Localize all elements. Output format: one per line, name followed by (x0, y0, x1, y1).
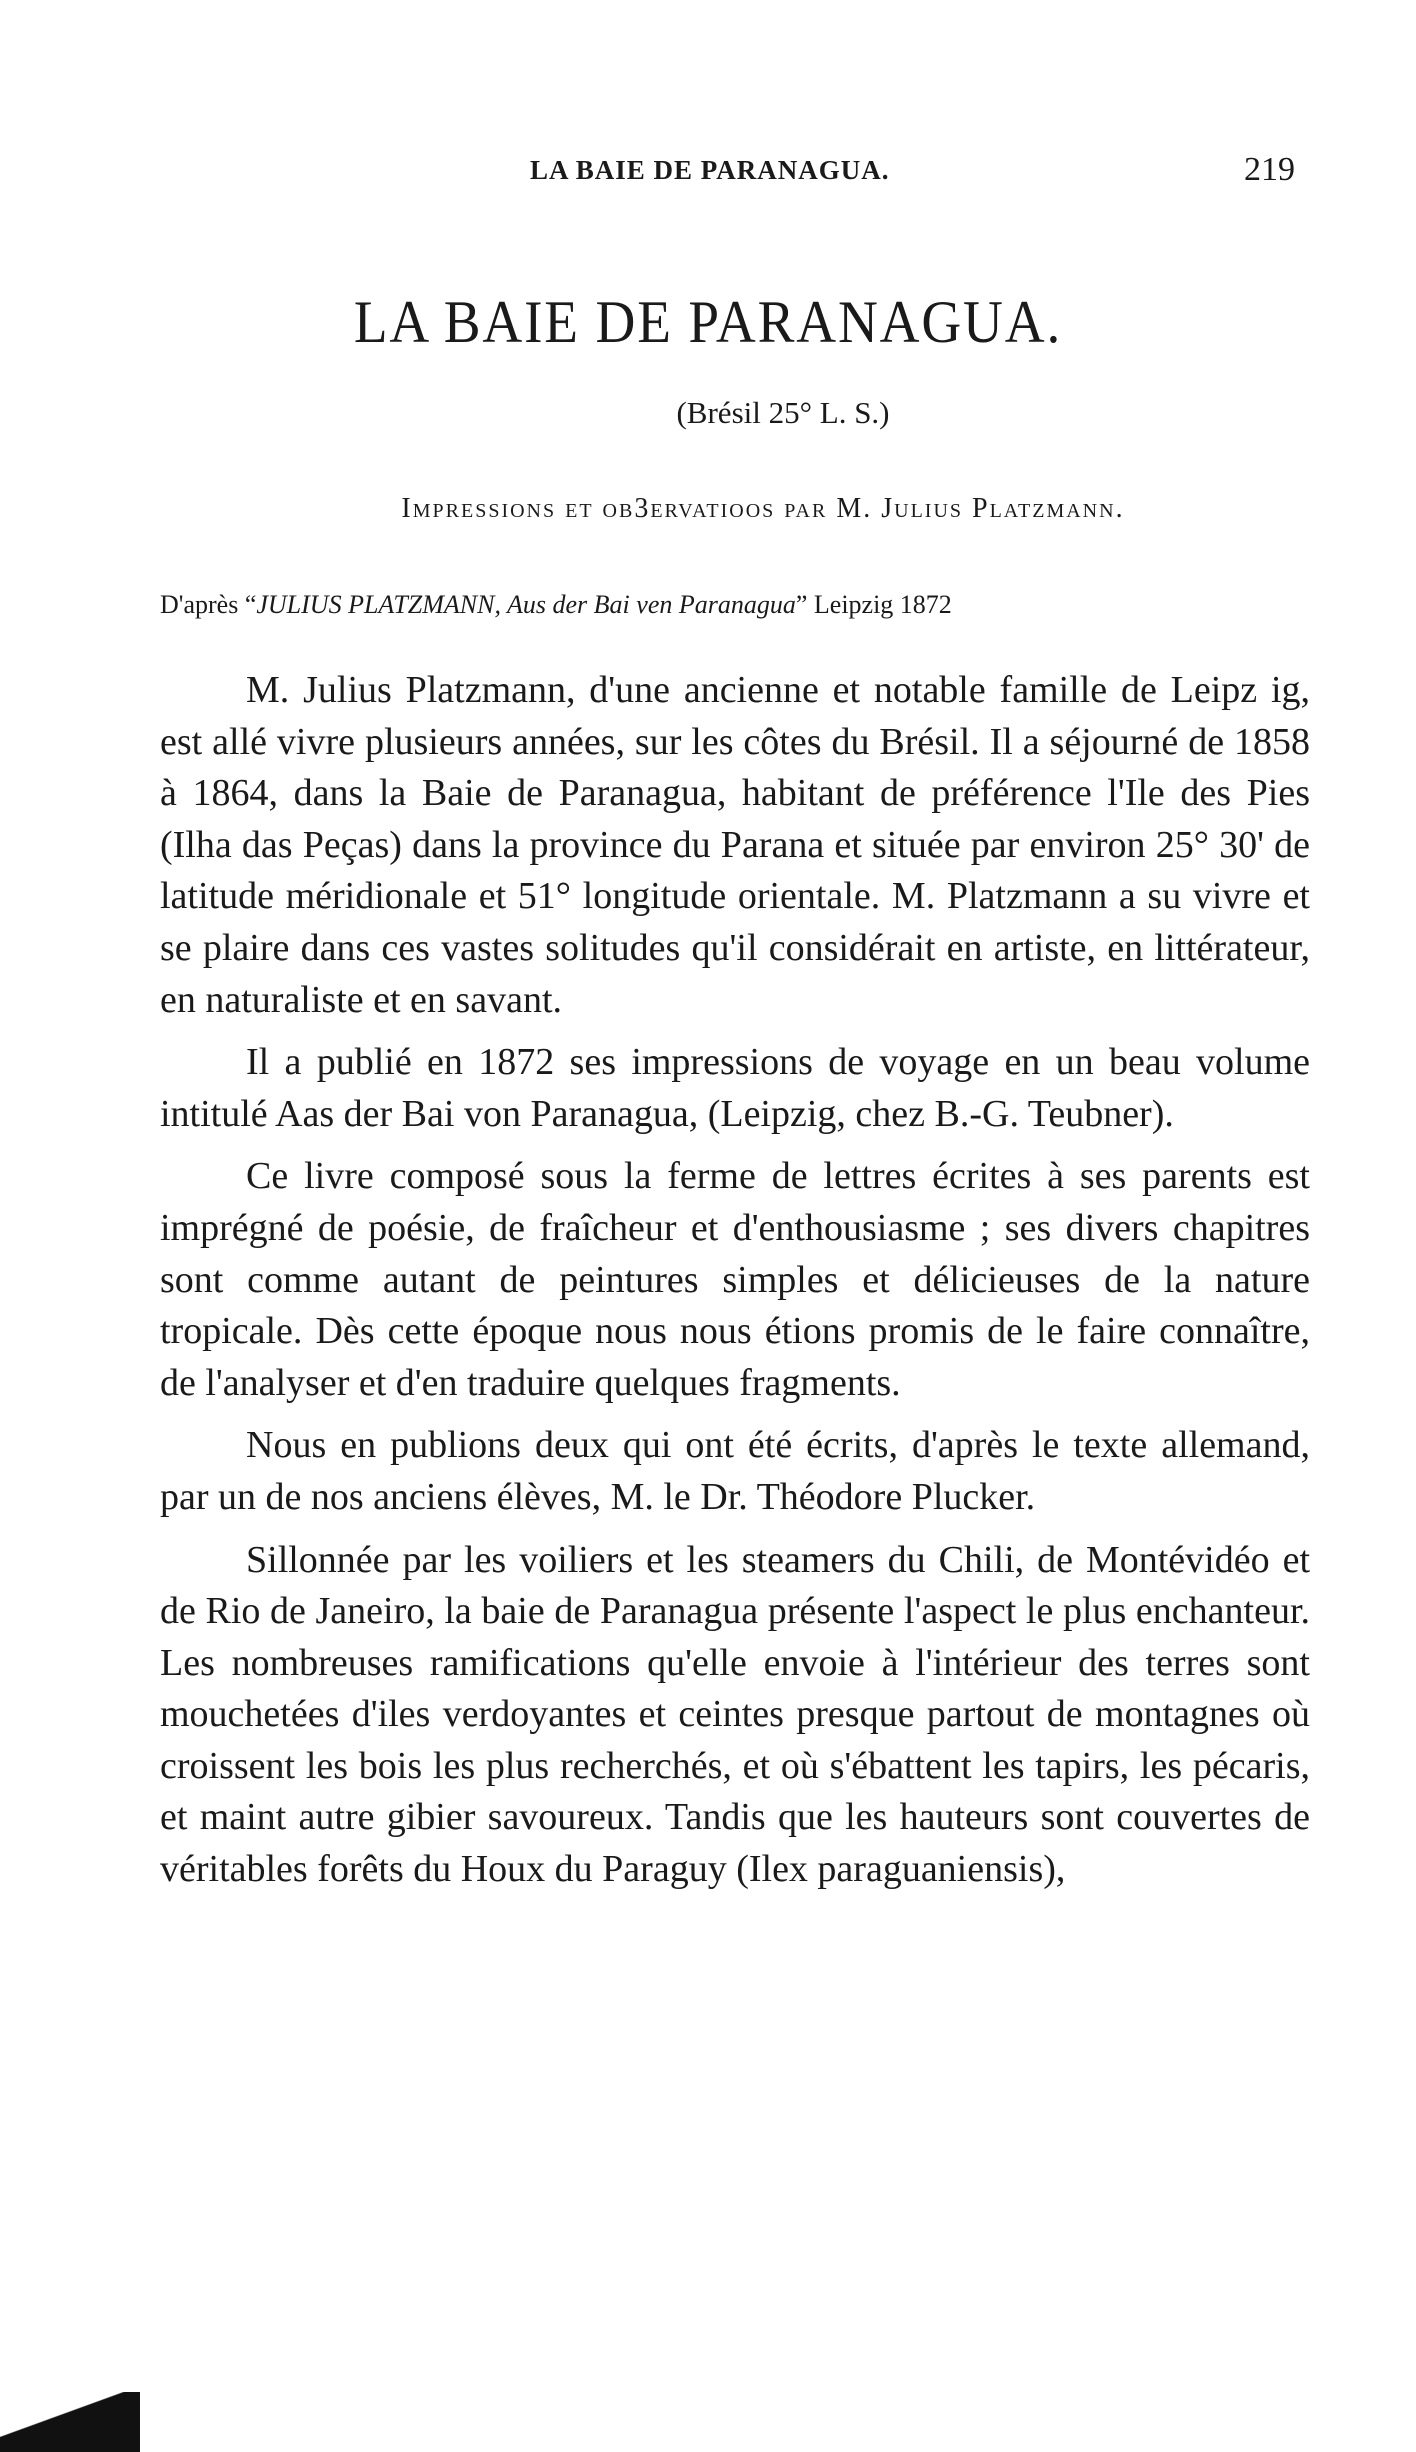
page-number: 219 (1244, 151, 1295, 188)
source-note (160, 590, 1310, 620)
paragraph: Ce livre composé sous la ferme de lettres écrites à ses parents est imprégné de poésie, de fraîcheur et d'enthousiasme ; ses divers chapitres sont comme autant de peintures simples et délicieuses de la nature tropicale. Dès cette époque nous nous étions promis de le faire connaître, de l'analyser et d'en traduire quelques fragments. (160, 1155, 1310, 1404)
paragraph: Il a publié en 1872 ses impressions de voyage en un beau volume intitulé Aas der Bai von Paranagua, (Leipzig, chez B.-G. Teubner). (160, 1041, 1310, 1135)
page-edge-shadow (0, 2392, 140, 2452)
paragraph: Nous en publions deux qui ont été écrits, d'après le texte allemand, par un de nos anciens élèves, M. le Dr. Théodore Plucker. (160, 1424, 1310, 1518)
subtitle: (Brésil 25° L. S.) (676, 395, 890, 430)
source-note-work: Aus der Bai ven Paranagua (500, 590, 796, 619)
body-text (160, 665, 1310, 1907)
byline: Impressions et ob3ervatioos par M. Julius Platzmann. (401, 493, 1125, 524)
page-title: LA BAIE DE PARANAGUA. (353, 289, 1063, 355)
paragraph: M. Julius Platzmann, d'une ancienne et notable famille de Leipz ig, est allé vivre plusieurs années, sur les côtes du Brésil. Il a séjourné de 1858 à 1864, dans la Baie de Paranagua, habitant de préférence l'Ile des Pies (Ilha das Peças) dans la province du Parana et située par environ 25° 30' de latitude méridionale et 51° longitude orientale. M. Platzmann a su vivre et se plaire dans ces vastes solitudes qu'il considérait en artiste, en littérateur, en naturaliste et en savant. (160, 669, 1310, 1021)
source-note-suffix: ” Leipzig 1872 (795, 590, 952, 619)
source-note-prefix: D'après “ (160, 590, 257, 619)
running-title: LA BAIE DE PARANAGUA. (530, 155, 890, 185)
running-head (0, 151, 1416, 195)
source-note-author: JULIUS PLATZMANN, (256, 590, 501, 619)
paragraph: Sillonnée par les voiliers et les steamers du Chili, de Montévidéo et de Rio de Janeiro, la baie de Paranagua présente l'aspect le plus enchanteur. Les nombreuses ramifications qu'elle envoie à l'intérieur des terres sont mouchetées d'iles verdoyantes et ceintes presque partout de montagnes où croissent les bois les plus recherchés, et où s'ébattent les tapirs, les pécaris, et maint autre gibier savoureux. Tandis que les hauteurs sont couvertes de véritables forêts du Houx du Paraguy (Ilex paraguaniensis), (160, 1538, 1310, 1891)
